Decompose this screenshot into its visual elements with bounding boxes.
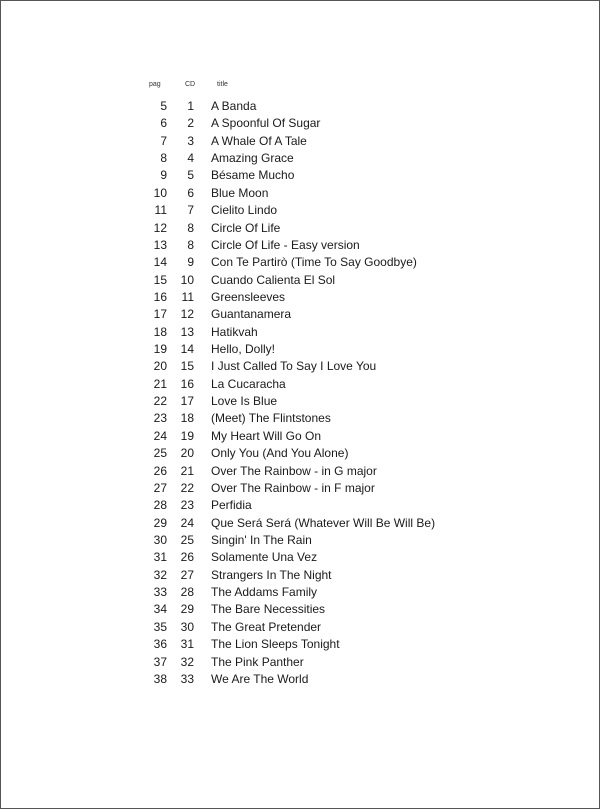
cd-track: 24 xyxy=(180,515,194,530)
table-row xyxy=(1,220,599,237)
song-title: Solamente Una Vez xyxy=(211,550,318,565)
page-number: 32 xyxy=(153,567,167,582)
table-row xyxy=(1,410,599,427)
cd-track: 1 xyxy=(187,99,194,113)
table-row xyxy=(1,358,599,375)
song-title: Love Is Blue xyxy=(211,394,278,409)
song-title: The Pink Panther xyxy=(211,654,304,669)
table-row xyxy=(1,567,599,584)
table-row xyxy=(1,98,599,115)
song-title: Hatikvah xyxy=(211,324,258,339)
song-title: Over The Rainbow - in F major xyxy=(211,480,375,495)
cd-track: 26 xyxy=(180,550,194,565)
song-title: Cielito Lindo xyxy=(211,203,278,218)
song-title: The Addams Family xyxy=(211,585,318,600)
cd-track: 21 xyxy=(180,463,194,478)
header-pag: pag xyxy=(149,81,161,88)
page-number: 11 xyxy=(154,203,167,218)
song-title: Greensleeves xyxy=(211,289,286,304)
page-number: 23 xyxy=(153,411,167,426)
cd-track: 32 xyxy=(180,654,194,669)
page-number: 31 xyxy=(153,550,167,565)
song-title: We Are The World xyxy=(211,671,309,686)
cd-track: 27 xyxy=(180,567,194,582)
song-title: Perfidia xyxy=(211,498,252,513)
cd-track: 2 xyxy=(187,116,194,131)
table-row xyxy=(1,115,599,132)
table-row xyxy=(1,671,599,688)
song-title: The Great Pretender xyxy=(211,619,322,634)
table-row xyxy=(1,619,599,636)
song-title: I Just Called To Say I Love You xyxy=(211,359,377,374)
cd-track: 22 xyxy=(180,480,194,495)
page-number: 22 xyxy=(153,394,167,409)
table-row xyxy=(1,185,599,202)
song-list xyxy=(1,98,599,688)
table-row xyxy=(1,133,599,150)
cd-track: 18 xyxy=(180,411,194,426)
table-row xyxy=(1,254,599,271)
page-number: 25 xyxy=(153,446,167,461)
cd-track: 5 xyxy=(187,168,194,183)
cd-track: 6 xyxy=(187,185,194,200)
song-title: Singin' In The Rain xyxy=(211,532,312,547)
song-title: Que Será Será (Whatever Will Be Will Be) xyxy=(211,515,436,530)
page-number: 36 xyxy=(153,637,167,652)
page-number: 33 xyxy=(153,585,167,600)
cd-track: 13 xyxy=(180,324,194,339)
page-number: 16 xyxy=(153,289,167,304)
cd-track: 15 xyxy=(180,359,194,374)
song-title: Over The Rainbow - in G major xyxy=(211,463,377,478)
song-title: Con Te Partirò (Time To Say Goodbye) xyxy=(211,255,417,270)
table-row xyxy=(1,549,599,566)
table-row xyxy=(1,515,599,532)
song-title: Circle Of Life xyxy=(211,220,281,235)
song-title: A Spoonful Of Sugar xyxy=(211,116,321,131)
page-number: 28 xyxy=(153,498,167,513)
cd-track: 16 xyxy=(180,376,194,391)
page-number: 9 xyxy=(160,168,167,183)
table-row xyxy=(1,584,599,601)
cd-track: 28 xyxy=(180,585,194,600)
page-number: 18 xyxy=(153,324,167,339)
song-title: My Heart Will Go On xyxy=(211,428,322,443)
header-cd: CD xyxy=(185,81,196,88)
cd-track: 4 xyxy=(187,151,194,166)
song-title: Strangers In The Night xyxy=(211,567,332,582)
page-number: 7 xyxy=(160,133,167,148)
page-number: 12 xyxy=(153,220,167,235)
cd-track: 10 xyxy=(180,272,194,287)
page-number: 21 xyxy=(153,376,167,391)
song-title: Amazing Grace xyxy=(211,151,294,166)
page-number: 8 xyxy=(160,151,167,166)
cd-track: 25 xyxy=(180,532,194,547)
cd-track: 20 xyxy=(180,446,194,461)
table-row xyxy=(1,341,599,358)
table-row xyxy=(1,289,599,306)
cd-track: 23 xyxy=(180,498,194,513)
table-row xyxy=(1,445,599,462)
song-title: Guantanamera xyxy=(211,307,292,322)
cd-track: 9 xyxy=(187,255,194,270)
page-number: 15 xyxy=(153,272,167,287)
table-row xyxy=(1,532,599,549)
page-number: 14 xyxy=(153,255,167,270)
table-row xyxy=(1,463,599,480)
page-number: 20 xyxy=(153,359,167,374)
cd-track: 30 xyxy=(180,619,194,634)
song-title: A Whale Of A Tale xyxy=(211,133,307,148)
cd-track: 8 xyxy=(187,237,194,252)
cd-track: 31 xyxy=(180,637,194,652)
cd-track: 33 xyxy=(180,671,194,686)
page-number: 29 xyxy=(153,515,167,530)
song-title: Circle Of Life - Easy version xyxy=(211,237,360,252)
page-number: 34 xyxy=(153,602,167,617)
song-title: Bésame Mucho xyxy=(211,168,295,183)
table-row xyxy=(1,480,599,497)
song-title: The Lion Sleeps Tonight xyxy=(211,637,340,652)
cd-track: 12 xyxy=(180,307,194,322)
table-row xyxy=(1,150,599,167)
page-number: 35 xyxy=(153,619,167,634)
table-row xyxy=(1,202,599,219)
song-title: Hello, Dolly! xyxy=(211,342,276,357)
page-number: 6 xyxy=(160,116,167,131)
table-row xyxy=(1,376,599,393)
page-number: 19 xyxy=(153,342,167,357)
page-number: 27 xyxy=(153,480,167,495)
table-row xyxy=(1,167,599,184)
page-number: 17 xyxy=(153,307,167,322)
cd-track: 29 xyxy=(180,602,194,617)
cd-track: 17 xyxy=(180,394,194,409)
page-number: 13 xyxy=(153,237,167,252)
cd-track: 11 xyxy=(181,289,194,304)
page-number: 38 xyxy=(153,671,167,686)
header-title: title xyxy=(217,81,228,88)
table-row xyxy=(1,306,599,323)
page-number: 10 xyxy=(153,185,167,200)
song-title: Only You (And You Alone) xyxy=(211,446,349,461)
table-row xyxy=(1,393,599,410)
song-title: (Meet) The Flintstones xyxy=(211,411,331,426)
page-number: 37 xyxy=(153,654,167,669)
table-row xyxy=(1,237,599,254)
table-row xyxy=(1,601,599,618)
table-row xyxy=(1,636,599,653)
table-row xyxy=(1,272,599,289)
table-header xyxy=(1,81,599,93)
cd-track: 14 xyxy=(180,342,194,357)
song-title: A Banda xyxy=(211,99,257,113)
table-row xyxy=(1,324,599,341)
page-number: 5 xyxy=(160,99,167,113)
song-title: La Cucaracha xyxy=(211,376,286,391)
song-title: The Bare Necessities xyxy=(211,602,326,617)
song-title: Blue Moon xyxy=(211,185,269,200)
page-number: 26 xyxy=(153,463,167,478)
cd-track: 19 xyxy=(180,428,194,443)
cd-track: 3 xyxy=(187,133,194,148)
page-number: 24 xyxy=(153,428,167,443)
cd-track: 7 xyxy=(187,203,194,218)
cd-track: 8 xyxy=(187,220,194,235)
table-row xyxy=(1,654,599,671)
table-row xyxy=(1,497,599,514)
table-row xyxy=(1,428,599,445)
page-number: 30 xyxy=(153,532,167,547)
song-title: Cuando Calienta El Sol xyxy=(211,272,336,287)
